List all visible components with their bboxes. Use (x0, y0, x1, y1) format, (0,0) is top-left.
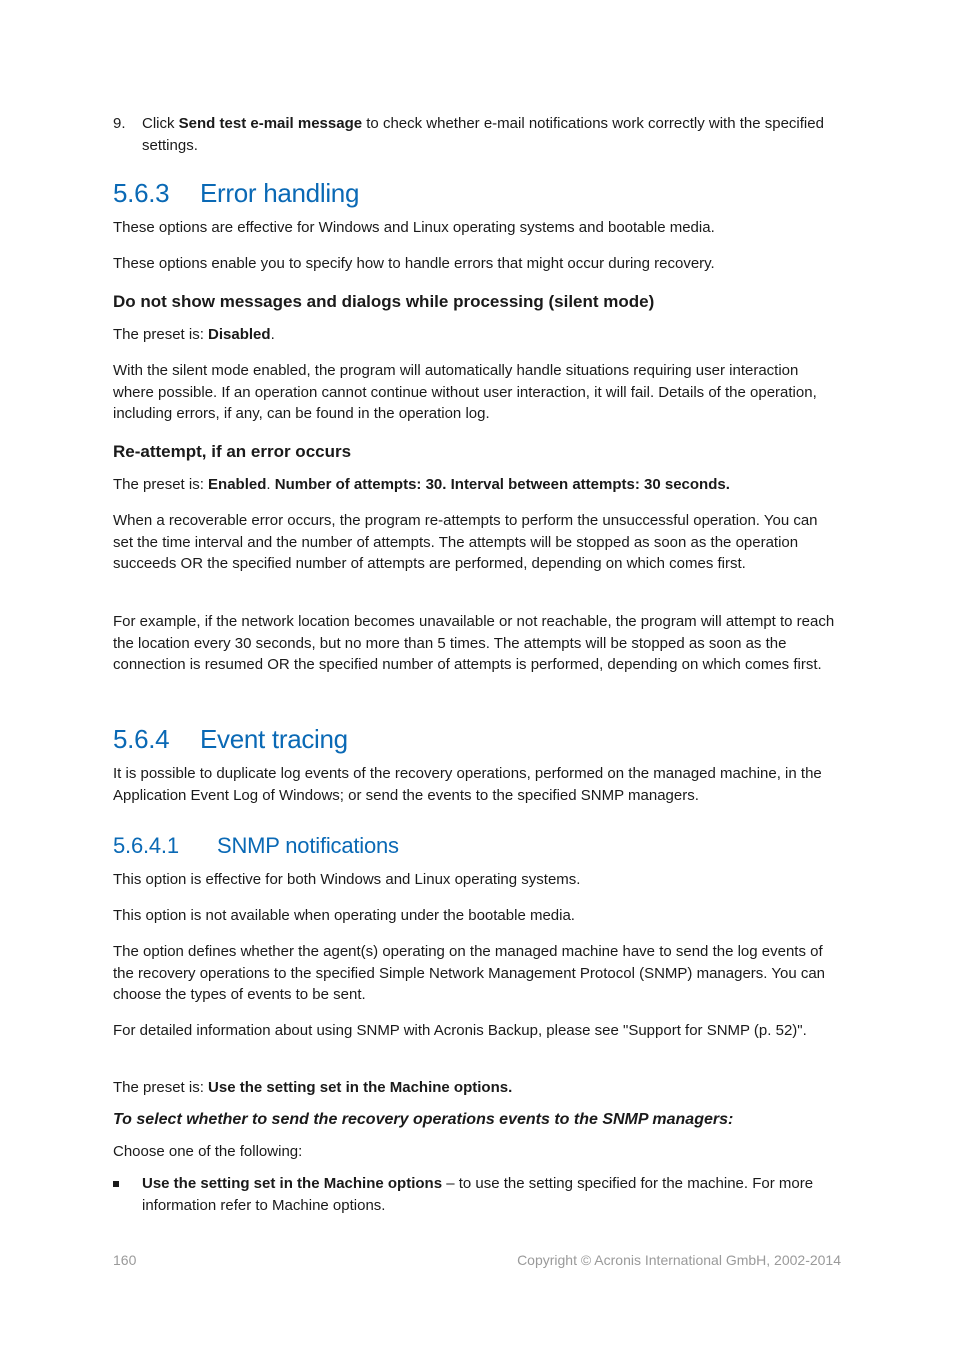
snmp-p4: For detailed information about using SNMP with Acronis Backup, please see "Support for SNMP (p. 52)". (113, 1022, 807, 1039)
snmp-p3: The option defines whether the agent(s) operating on the managed machine have to send the log events of the recovery operations to the specified Simple Network Management Protocol (SNMP) managers. You can choose the types of events to be sent. (113, 943, 826, 1003)
copyright-text: Copyright © Acronis International GmbH, 2002-2014 (517, 1252, 841, 1268)
event-tracing-p1: It is possible to duplicate log events of the recovery operations, performed on the managed machine, in the Application Event Log of Windows; or send the events to the specified SNMP managers. (113, 765, 822, 804)
bullet-icon (113, 1181, 119, 1187)
snmp-p2: This option is not available when operating under the bootable media. (113, 907, 575, 924)
section-number: 5.6.3 (113, 178, 170, 208)
heading-silent-mode: Do not show messages and dialogs while processing (silent mode) (113, 292, 655, 311)
step-9-text: Click Send test e-mail message to check whether e-mail notifications work correctly with the specified settings. (142, 115, 824, 154)
error-handling-p1: These options are effective for Windows and Linux operating systems and bootable media. (113, 219, 715, 236)
snmp-choose: Choose one of the following: (113, 1143, 303, 1160)
snmp-procedure-heading: To select whether to send the recovery operations events to the SNMP managers: (113, 1111, 734, 1128)
reattempt-preset: The preset is: Enabled. Number of attempts: 30. Interval between attempts: 30 seconds. (113, 476, 730, 493)
section-title: Error handling (200, 178, 360, 208)
silent-mode-preset: The preset is: Disabled. (113, 326, 275, 343)
error-handling-p2: These options enable you to specify how to handle errors that might occur during recovery. (113, 255, 715, 272)
heading-reattempt: Re-attempt, if an error occurs (113, 442, 352, 461)
step-9 (113, 113, 841, 156)
page-number: 160 (113, 1252, 137, 1268)
snmp-preset: The preset is: Use the setting set in the Machine options. (113, 1079, 513, 1096)
heading-error-handling (113, 178, 841, 208)
list-item (113, 1173, 841, 1216)
heading-snmp-notifications (113, 833, 841, 859)
reattempt-body-1: When a recoverable error occurs, the program re-attempts to perform the unsuccessful operation. You can set the time interval and the number of attempts. The attempts will be stopped as soon as the operation succeeds OR the specified number of attempts are performed, depending on which comes first. (113, 512, 818, 572)
reattempt-body-2: For example, if the network location becomes unavailable or not reachable, the program will attempt to reach the location every 30 seconds, but no more than 5 times. The attempts will be stopped as soon as the connection is resumed OR the specified number of attempts is performed, depending on which comes first. (113, 613, 835, 673)
snmp-p1: This option is effective for both Windows and Linux operating systems. (113, 871, 581, 888)
section-title: SNMP notifications (217, 833, 399, 858)
section-number: 5.6.4.1 (113, 833, 179, 858)
section-title: Event tracing (200, 724, 348, 754)
silent-mode-body: With the silent mode enabled, the program will automatically handle situations requiring user interaction where possible. If an operation cannot continue without user interaction, it will fail. Details of the operation, including errors, if any, can be found in the operation log. (113, 362, 817, 422)
step-number: 9. (113, 115, 126, 132)
heading-event-tracing (113, 724, 841, 754)
page-footer (113, 1252, 841, 1268)
send-test-email-label: Send test e-mail message (178, 115, 363, 132)
section-number: 5.6.4 (113, 724, 170, 754)
list-item-text: Use the setting set in the Machine options – to use the setting specified for the machine. For more information refer to Machine options. (142, 1175, 814, 1214)
